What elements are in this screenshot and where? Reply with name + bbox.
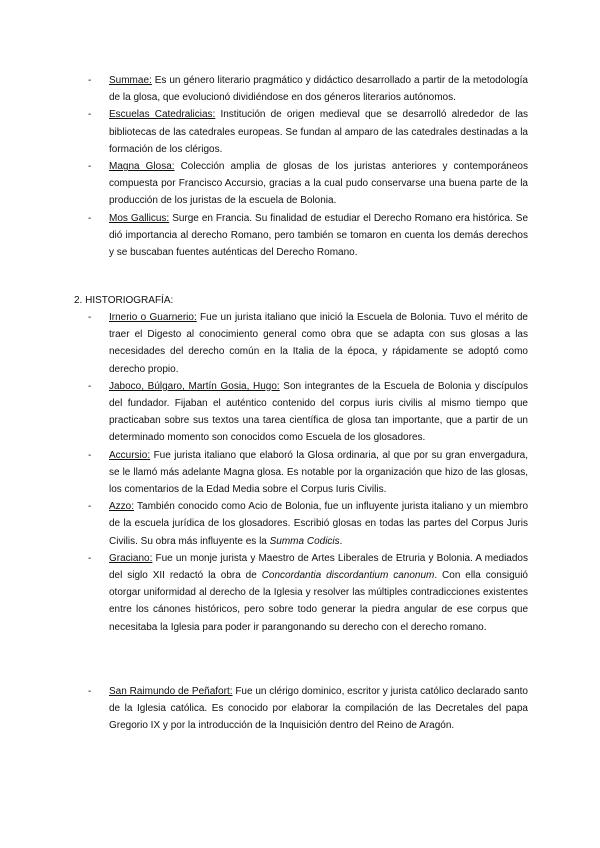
definition: Fue un jurista italiano que inició la Escuela de Bolonia. Tuvo el mérito de traer el Digesto al conocimiento general como obra que se adapta con sus glosas a las necesidades del derecho común en la Italia de la época, y rápidamente se adoptó como derecho propio. (109, 312, 528, 375)
term: San Raimundo de Peñafort: (109, 686, 233, 697)
list-item (88, 378, 528, 447)
bullet-dash: - (88, 501, 92, 513)
list-item (88, 550, 528, 636)
definition-end: . Con ella consiguió otorgar uniformidad al derecho de la Iglesia y resolver las múltiples contradicciones existentes entre los cánones históricos, pero sobre todo generar la piedra angular de ese corpus que necesitaba la Iglesia para poder ir parangonando su derecho con el derecho romano. (109, 570, 528, 633)
term: Azzo: (109, 501, 135, 513)
list-item (88, 210, 528, 262)
list-item (88, 106, 528, 158)
term: Summae: (109, 75, 152, 86)
final-list (88, 683, 528, 735)
term: Mos Gallicus: (109, 212, 170, 224)
bullet-dash: - (88, 161, 92, 173)
term: Irnerio o Guarnerio: (109, 312, 197, 323)
bullet-dash: - (88, 212, 92, 224)
list-item (88, 683, 528, 735)
definition: También conocido como Acio de Bolonia, fue un influyente jurista italiano y un miembro de la escuela jurídica de los glosadores. Escribió glosas en todas las partes del Corpus Juris Civilis. Su obra más influyente es la (109, 501, 528, 547)
list-item (88, 447, 528, 499)
list-item (88, 72, 528, 106)
definition: Fue jurista italiano que elaboró la Glosa ordinaria, al que por su gran envergadura, se le llamó más adelante Magna glosa. Es notable por la organización que hizo de las glosas, los comentarios de la Edad Media sobre el Corpus Iuris Civilis. (109, 449, 528, 496)
section-heading: 2. HISTORIOGRAFÍA: (74, 295, 174, 306)
work-title: Concordantia discordantium canonum (261, 570, 435, 582)
definition: Fue un monje jurista y Maestro de Artes Liberales de Etruria y Bolonia. A mediados del siglo XII redactó la obra de (109, 552, 528, 582)
bullet-dash: - (88, 686, 92, 697)
bullet-dash: - (88, 109, 92, 121)
bullet-dash: - (88, 380, 92, 392)
bullet-dash: - (88, 552, 92, 564)
term: Escuelas Catedralicias: (109, 109, 216, 121)
term: Magna Glosa: (109, 161, 175, 173)
list-item (88, 498, 528, 550)
definition: Fue un clérigo dominico, escritor y jurista católico declarado santo de la Iglesia católica. Es conocido por elaborar la compilación de las Decretales del papa Gregorio IX y por la introducción de la Inquisición dentro del Reino de Aragón. (109, 686, 528, 732)
historiography-list (88, 309, 528, 636)
bullet-dash: - (88, 312, 92, 323)
definition: Colección amplia de glosas de los juristas anteriores y contemporáneos compuesta por Francisco Accursio, gracias a la cual pudo conservarse una buena parte de la producción de los juristas de la escuela de Bolonia. (109, 161, 528, 207)
definition-end: . (339, 535, 343, 547)
definition: Institución de origen medieval que se desarrolló alrededor de las bibliotecas de las catedrales europeas. Se fundan al amparo de las catedrales destinadas a la formación de los clérigos. (109, 109, 529, 155)
bullet-dash: - (88, 449, 92, 461)
definition: Es un género literario pragmático y didáctico desarrollado a partir de la metodología de la glosa, que evolucionó dividiéndose en dos géneros literarios autónomos. (109, 75, 528, 104)
list-item (88, 309, 528, 378)
term: Jaboco, Búlgaro, Martín Gosia, Hugo: (109, 380, 280, 392)
bullet-dash: - (88, 75, 92, 86)
term: Accursio: (109, 449, 151, 461)
work-title: Summa Codicis (269, 535, 340, 547)
definition: Son integrantes de la Escuela de Bolonia y discípulos del fundador. Fijaban el auténtico contenido del corpus iuris civilis al mismo tiempo que practicaban sobre sus textos una tarea científica de glosa tan importante, que a partir de un determinado momento son conocidos como Escuela de los glosadores. (109, 380, 528, 444)
definition: Surge en Francia. Su finalidad de estudiar el Derecho Romano era histórica. Se dió importancia al derecho Romano, pero también se tomaron en cuenta los demás derechos y se buscaban fuentes auténticas del Derecho Romano. (109, 212, 529, 259)
glossary-list (88, 72, 528, 261)
list-item (88, 158, 528, 210)
term: Graciano: (109, 552, 153, 564)
